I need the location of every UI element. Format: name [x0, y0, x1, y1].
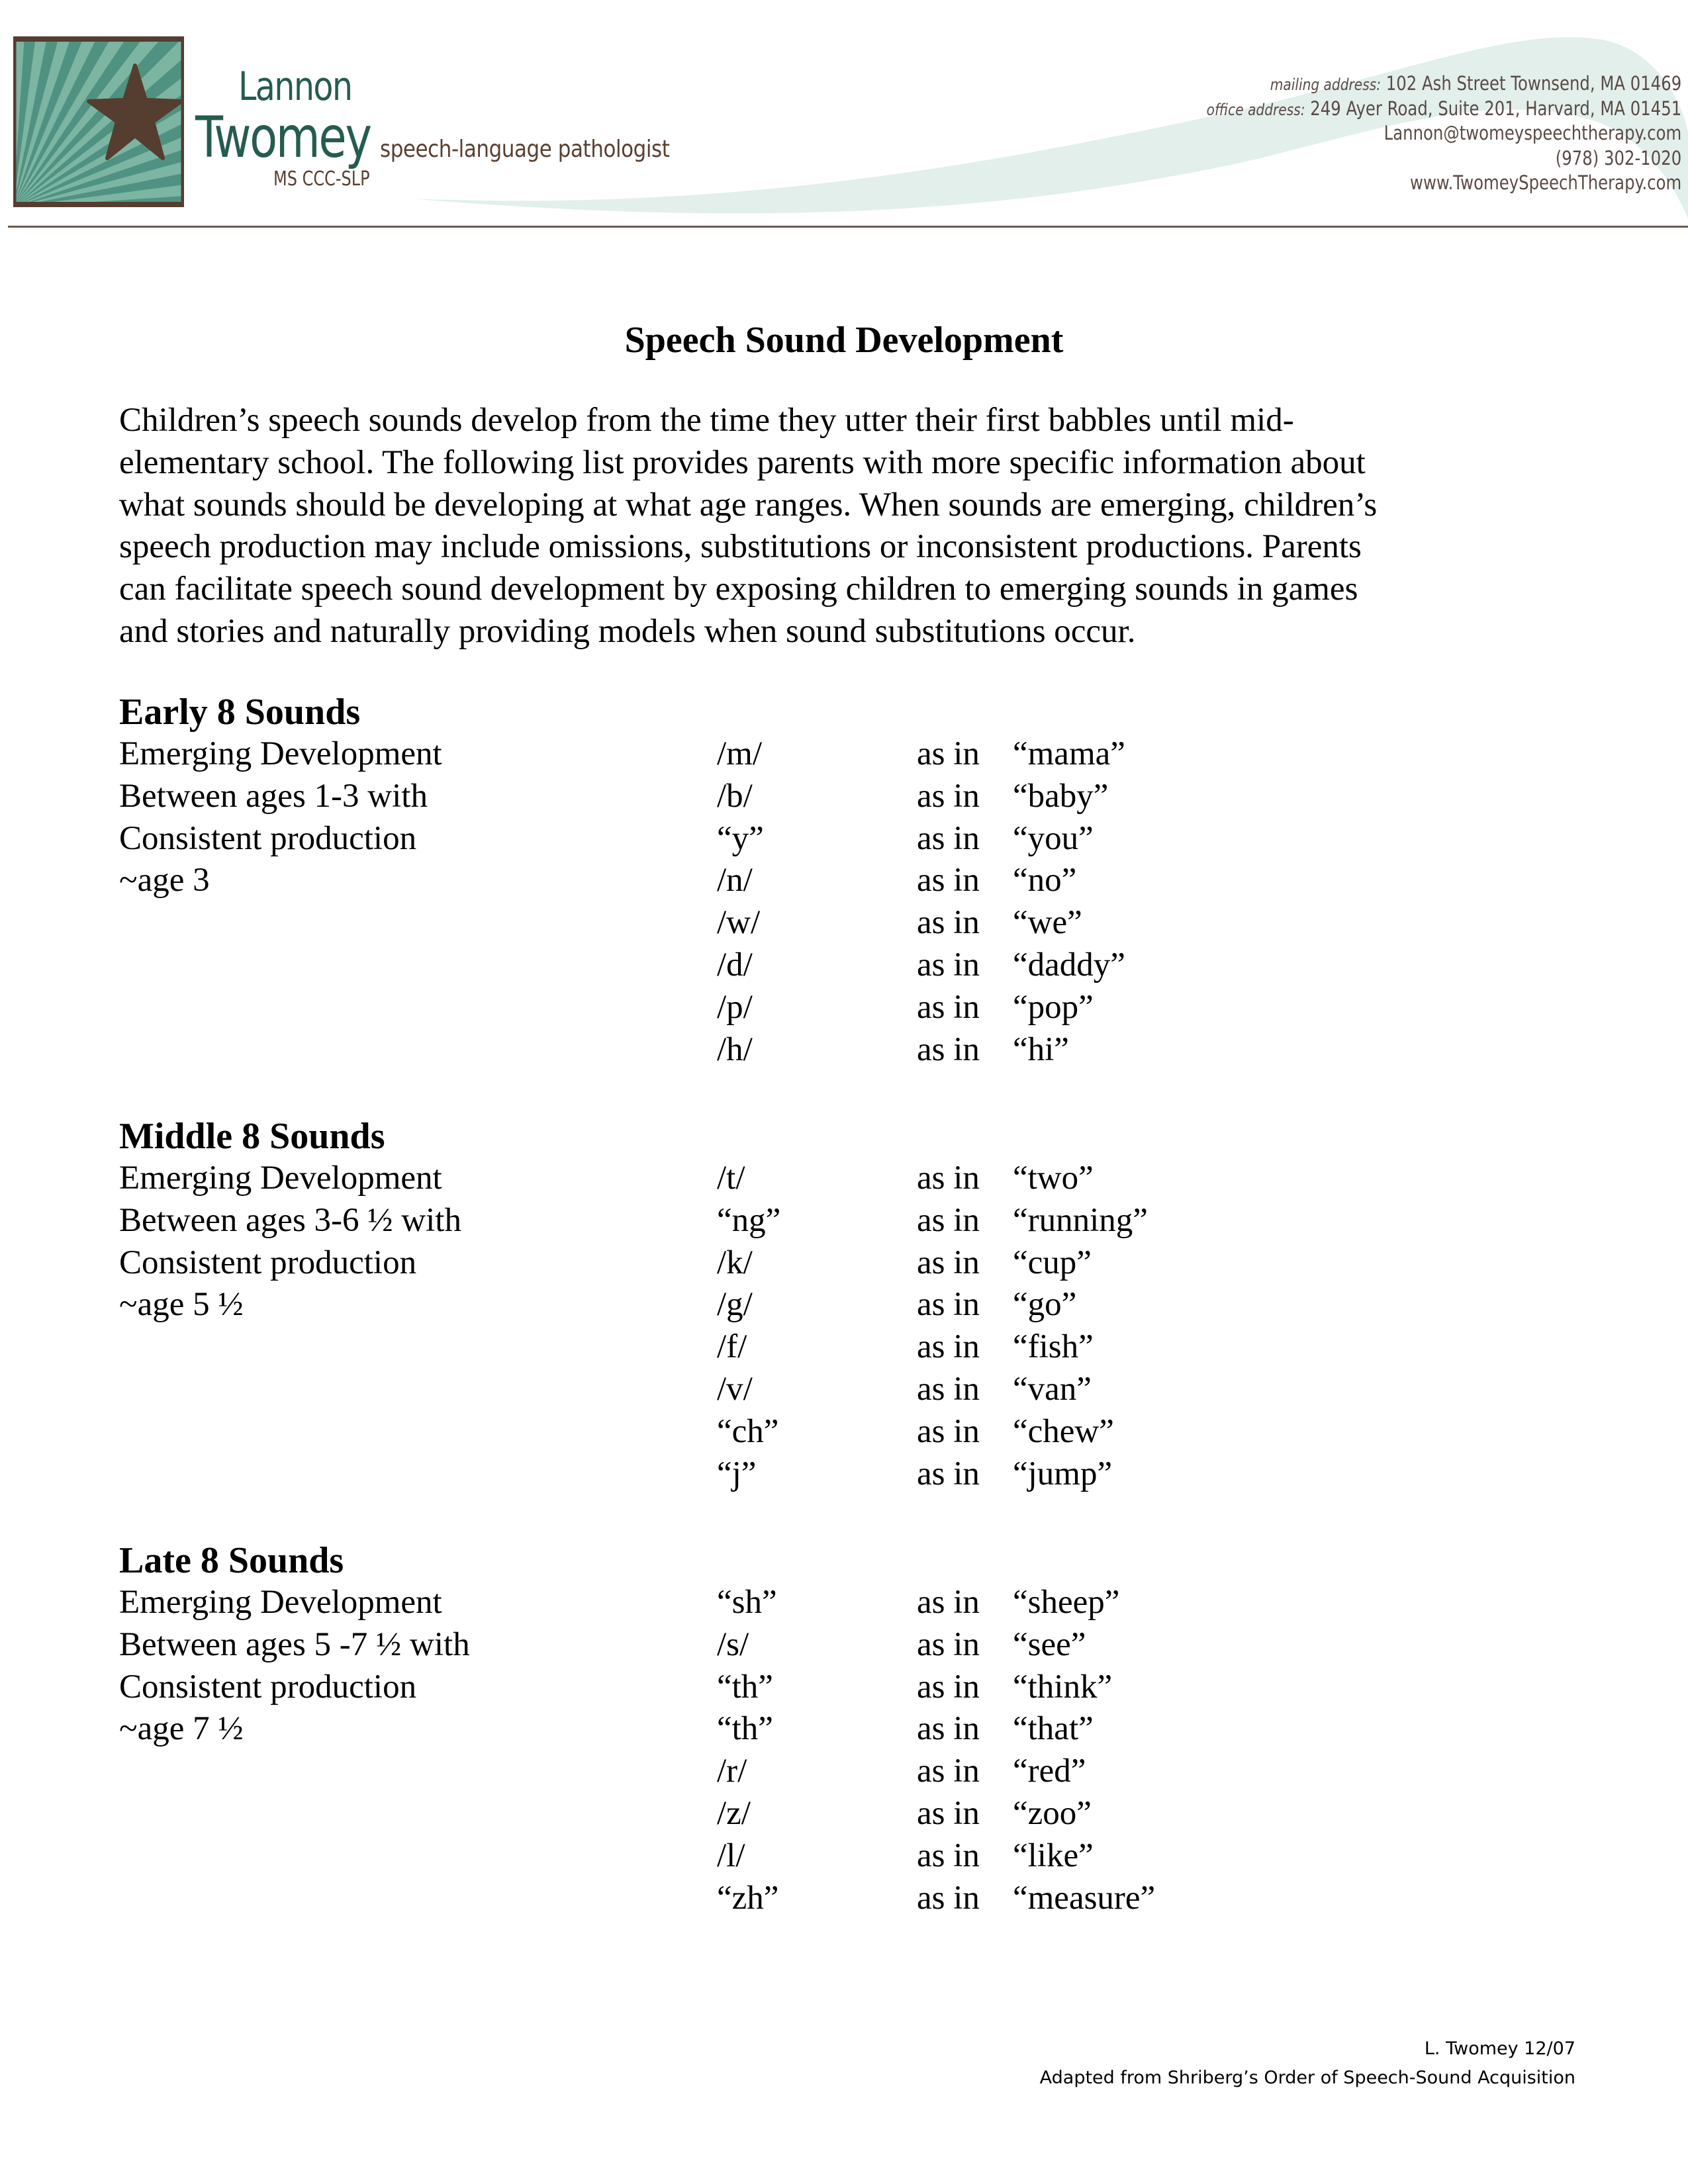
brand-block	[195, 66, 857, 192]
sound-symbol: /g/	[717, 1286, 753, 1324]
sound-symbol: /f/	[717, 1328, 747, 1366]
example-word: “baby”	[1013, 777, 1109, 815]
sound-row	[702, 776, 1575, 818]
brand-role: speech-language pathologist	[380, 136, 670, 163]
sound-symbol: “ng”	[717, 1201, 781, 1239]
footer-author-date: L. Twomey 12/07	[1424, 2038, 1575, 2059]
mailing-address	[1206, 71, 1681, 97]
as-in-label: as in	[917, 1328, 980, 1366]
as-in-label: as in	[917, 946, 980, 983]
brand-last-name: Twomey	[195, 105, 371, 171]
sound-row	[702, 902, 1575, 944]
description-line: Consistent production	[119, 819, 417, 857]
sound-row	[702, 818, 1575, 860]
as-in-label: as in	[917, 1879, 980, 1917]
sound-symbol: /l/	[717, 1837, 745, 1874]
example-word: “see”	[1013, 1625, 1086, 1663]
sound-row	[702, 1158, 1575, 1200]
sound-row	[702, 1242, 1575, 1285]
sound-symbol: /b/	[717, 777, 753, 815]
contact-email[interactable]: Lannon@twomeyspeechtherapy.com	[1383, 122, 1681, 144]
sound-row	[702, 1666, 1575, 1709]
as-in-label: as in	[917, 1794, 980, 1832]
description-line: Emerging Development	[119, 735, 442, 772]
as-in-label: as in	[917, 777, 980, 815]
sound-symbol: /t/	[717, 1160, 745, 1197]
sound-row	[702, 1284, 1575, 1326]
sound-row	[702, 1708, 1575, 1751]
sound-symbol: /s/	[717, 1625, 749, 1663]
example-word: “zoo”	[1013, 1794, 1092, 1832]
description-line: ~age 3	[119, 862, 210, 899]
as-in-label: as in	[917, 1201, 980, 1239]
as-in-label: as in	[917, 1160, 980, 1197]
section-description	[119, 1582, 702, 1751]
document-title: Speech Sound Development	[624, 320, 1064, 361]
footer-attribution: Adapted from Shriberg’s Order of Speech-Sound Acquisition	[1039, 2068, 1575, 2088]
section-body	[119, 733, 1575, 1071]
sound-row	[702, 1326, 1575, 1369]
example-word: “daddy”	[1013, 946, 1125, 983]
sound-row	[702, 733, 1575, 776]
sound-symbol: /p/	[717, 988, 753, 1026]
section-body	[119, 1582, 1575, 1919]
description-line: ~age 7 ½	[119, 1710, 244, 1748]
description-line: Emerging Development	[119, 1584, 442, 1621]
example-word: “jump”	[1013, 1455, 1113, 1492]
sound-row	[702, 987, 1575, 1029]
sound-symbol: “y”	[717, 819, 764, 857]
example-word: “think”	[1013, 1668, 1113, 1706]
intro-line: can facilitate speech sound development by exposing children to emerging sounds in games	[119, 570, 1358, 608]
sound-row	[702, 1751, 1575, 1793]
intro-line: and stories and naturally providing models when sound substitutions occur.	[119, 612, 1136, 650]
sound-symbol: /v/	[717, 1370, 753, 1408]
sound-row	[702, 1835, 1575, 1878]
section-description	[119, 1158, 702, 1326]
sound-symbol: /k/	[717, 1244, 753, 1281]
sound-symbol: /r/	[717, 1752, 747, 1790]
sound-row	[702, 1793, 1575, 1835]
logo-star-icon	[13, 36, 184, 207]
contact-phone: (978) 302-1020	[1555, 146, 1681, 169]
section-middle	[119, 1115, 1575, 1495]
example-word: “running”	[1013, 1201, 1148, 1239]
as-in-label: as in	[917, 1625, 980, 1663]
brand-first-name: Lannon	[238, 64, 352, 110]
example-word: “measure”	[1013, 1879, 1156, 1917]
as-in-label: as in	[917, 862, 980, 899]
section-title: Early 8 Sounds	[119, 692, 361, 733]
example-word: “chew”	[1013, 1412, 1114, 1450]
brand-credentials: MS CCC-SLP	[273, 167, 370, 191]
sound-row	[702, 1878, 1575, 1920]
intro-line: what sounds should be developing at what age ranges. When sounds are emerging, children’s	[119, 486, 1378, 523]
description-line: Consistent production	[119, 1244, 417, 1281]
section-early	[119, 691, 1575, 1071]
sound-row	[702, 1624, 1575, 1666]
example-word: “red”	[1013, 1752, 1086, 1790]
example-word: “cup”	[1013, 1244, 1092, 1281]
as-in-label: as in	[917, 988, 980, 1026]
as-in-label: as in	[917, 1837, 980, 1874]
sound-symbol: /w/	[717, 904, 761, 942]
sound-symbol: /h/	[717, 1030, 753, 1068]
intro-line: Children’s speech sounds develop from the time they utter their first babbles until mid-	[119, 402, 1294, 439]
sound-row	[702, 1582, 1575, 1624]
sound-symbol: /n/	[717, 862, 753, 899]
description-line: Between ages 5 -7 ½ with	[119, 1625, 470, 1663]
header-divider	[8, 226, 1688, 228]
mailing-address-value: 102 Ash Street Townsend, MA 01469	[1385, 72, 1681, 95]
office-address-label: office address:	[1206, 100, 1305, 119]
example-word: “pop”	[1013, 988, 1094, 1026]
description-line: Consistent production	[119, 1668, 417, 1706]
sound-row	[702, 1411, 1575, 1453]
example-word: “sheep”	[1013, 1584, 1120, 1621]
as-in-label: as in	[917, 1710, 980, 1748]
sound-list	[702, 1582, 1575, 1919]
example-word: “that”	[1013, 1710, 1094, 1748]
sound-list	[702, 1158, 1575, 1495]
as-in-label: as in	[917, 819, 980, 857]
as-in-label: as in	[917, 1370, 980, 1408]
example-word: “fish”	[1013, 1328, 1094, 1366]
as-in-label: as in	[917, 1668, 980, 1706]
mailing-address-label: mailing address:	[1270, 75, 1381, 94]
sound-symbol: “sh”	[717, 1584, 777, 1621]
intro-line: speech production may include omissions, substitutions or inconsistent productions. Parents	[119, 528, 1362, 566]
as-in-label: as in	[917, 735, 980, 772]
example-word: “we”	[1013, 904, 1082, 942]
example-word: “mama”	[1013, 735, 1125, 772]
section-title: Middle 8 Sounds	[119, 1116, 385, 1157]
example-word: “you”	[1013, 819, 1094, 857]
intro-line: elementary school. The following list provides parents with more specific information about	[119, 443, 1366, 481]
section-title: Late 8 Sounds	[119, 1540, 344, 1581]
as-in-label: as in	[917, 1244, 980, 1281]
description-line: ~age 5 ½	[119, 1286, 244, 1324]
office-address-value: 249 Ayer Road, Suite 201, Harvard, MA 01451	[1309, 97, 1681, 120]
example-word: “hi”	[1013, 1030, 1069, 1068]
description-line: Between ages 1-3 with	[119, 777, 428, 815]
example-word: “no”	[1013, 862, 1077, 899]
sound-symbol: “ch”	[717, 1412, 779, 1450]
sound-symbol: /z/	[717, 1794, 751, 1832]
section-late	[119, 1539, 1575, 1919]
sound-row	[702, 860, 1575, 902]
contact-block	[1116, 71, 1681, 196]
sound-symbol: “th”	[717, 1710, 773, 1748]
office-address	[1206, 97, 1681, 122]
intro-paragraph	[119, 400, 1575, 653]
sound-symbol: /d/	[717, 946, 753, 983]
example-word: “van”	[1013, 1370, 1092, 1408]
as-in-label: as in	[917, 1752, 980, 1790]
as-in-label: as in	[917, 1412, 980, 1450]
sound-symbol: “th”	[717, 1668, 773, 1706]
contact-website[interactable]: www.TwomeySpeechTherapy.com	[1409, 171, 1681, 194]
example-word: “like”	[1013, 1837, 1094, 1874]
as-in-label: as in	[917, 904, 980, 942]
sound-row	[702, 1200, 1575, 1242]
sound-row	[702, 1369, 1575, 1411]
section-description	[119, 733, 702, 902]
as-in-label: as in	[917, 1455, 980, 1492]
example-word: “go”	[1013, 1286, 1077, 1324]
sound-symbol: /m/	[717, 735, 763, 772]
sound-list	[702, 733, 1575, 1071]
description-line: Emerging Development	[119, 1160, 442, 1197]
as-in-label: as in	[917, 1584, 980, 1621]
example-word: “two”	[1013, 1160, 1094, 1197]
as-in-label: as in	[917, 1030, 980, 1068]
sound-row	[702, 1453, 1575, 1496]
sound-row	[702, 944, 1575, 987]
sound-row	[702, 1029, 1575, 1071]
sound-symbol: “j”	[717, 1455, 757, 1492]
sound-symbol: “zh”	[717, 1879, 779, 1917]
description-line: Between ages 3-6 ½ with	[119, 1201, 461, 1239]
as-in-label: as in	[917, 1286, 980, 1324]
section-body	[119, 1158, 1575, 1495]
